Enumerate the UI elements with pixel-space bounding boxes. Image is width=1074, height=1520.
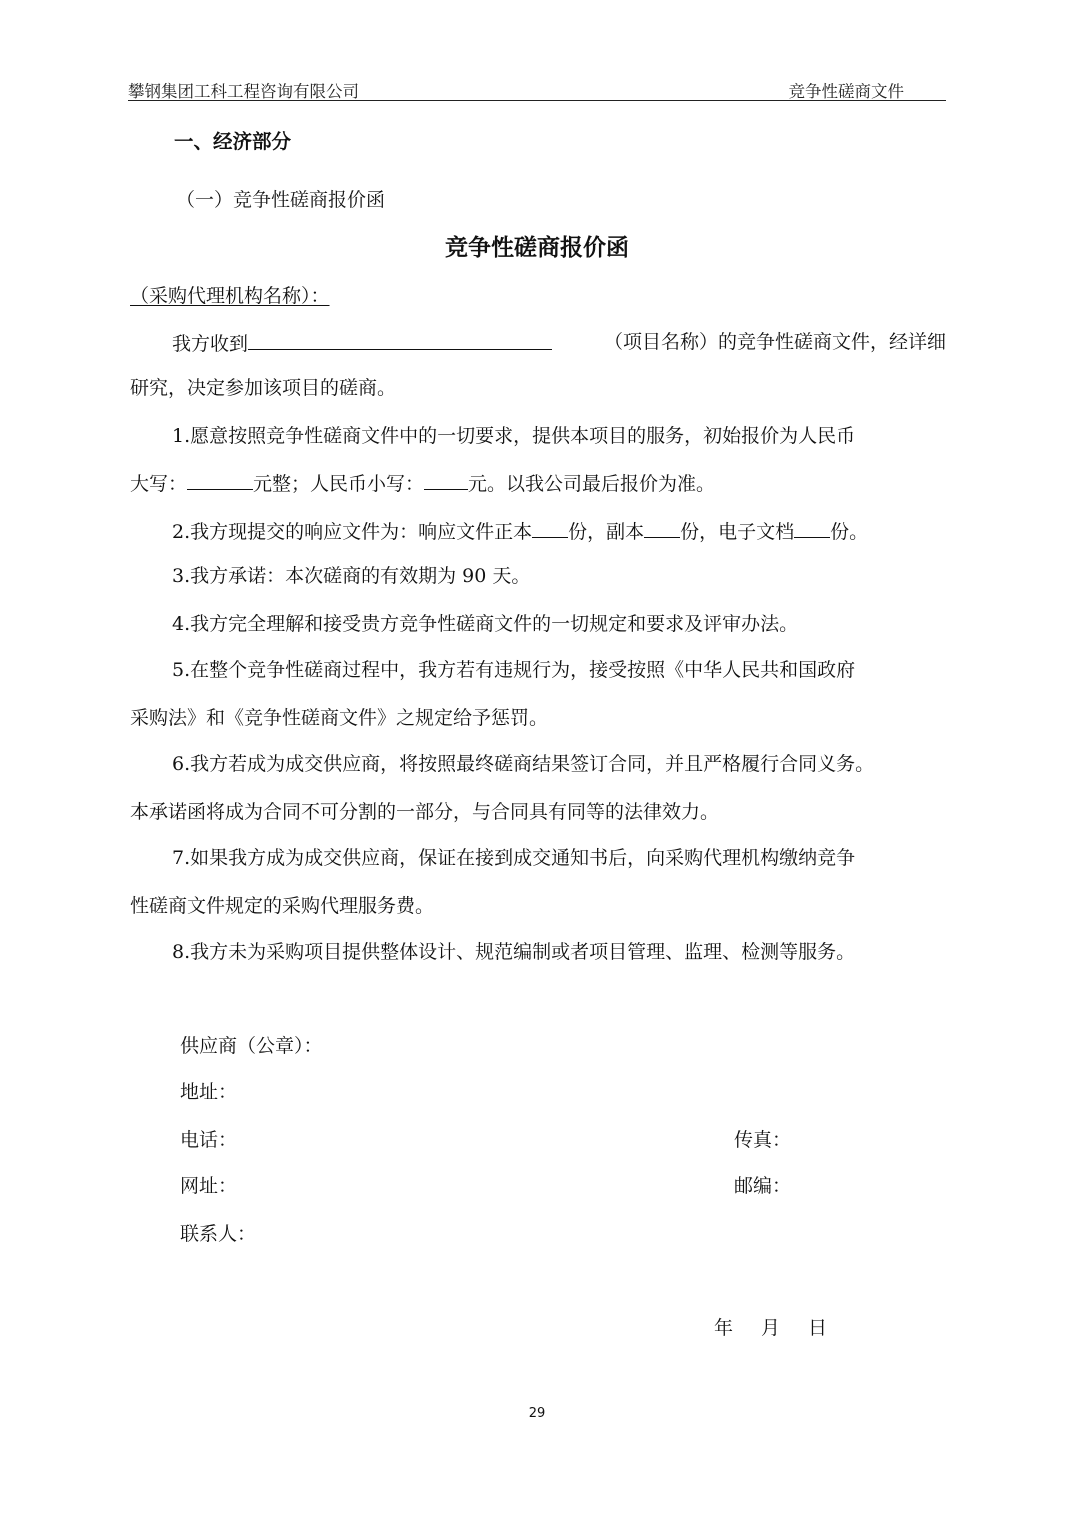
- item-2-text-b: 份，副本: [568, 521, 645, 543]
- item-1-uppercase-label: 大写：: [130, 473, 188, 495]
- intro-line-2: 研究，决定参加该项目的磋商。: [130, 377, 397, 399]
- item-1-line-1: [130, 424, 946, 448]
- page-header: [128, 76, 946, 101]
- header-doc-type: 竞争性磋商文件: [788, 82, 904, 101]
- item-2: [130, 518, 946, 542]
- item-5-line-1: [130, 658, 946, 682]
- intro-line-1: [130, 330, 946, 354]
- item-7-line-2: 性磋商文件规定的采购代理服务费。: [130, 895, 435, 917]
- item-1-lowercase-label: 元整；人民币小写：: [253, 473, 425, 495]
- item-5-line-2: 采购法》和《竞争性磋商文件》之规定给予惩罚。: [130, 707, 549, 729]
- document-title: 竞争性磋商报价函: [445, 235, 629, 261]
- item-7-line-1: [130, 846, 946, 870]
- item-1-line-2: [130, 470, 946, 496]
- project-name-blank: [248, 330, 552, 350]
- item-6-line-2: 本承诺函将成为合同不可分割的一部分，与合同具有同等的法律效力。: [130, 801, 720, 823]
- postcode-label: 邮编：: [734, 1175, 792, 1197]
- date-line: [714, 1316, 827, 1340]
- item-2-text-d: 份。: [830, 521, 869, 543]
- section-title: 一、经济部分: [174, 130, 292, 153]
- item-2-text-a: 2.我方现提交的响应文件为：响应文件正本: [172, 521, 533, 543]
- lowercase-amount-blank: [424, 470, 468, 490]
- item-4-text: 4.我方完全理解和接受贵方竞争性磋商文件的一切规定和要求及评审办法。: [172, 613, 799, 635]
- address-label: 地址：: [180, 1081, 238, 1103]
- intro-paragraph: [130, 330, 946, 354]
- intro-text-1: 我方收到: [172, 333, 249, 355]
- phone-label: 电话：: [180, 1129, 238, 1151]
- date-year: 年: [714, 1317, 734, 1339]
- item-2-text-c: 份，电子文档: [680, 521, 795, 543]
- date-month: 月: [761, 1317, 781, 1339]
- item-6-line-1: [130, 752, 946, 776]
- item-8: [130, 940, 946, 964]
- item-7-text-1: 7.如果我方成为成交供应商，保证在接到成交通知书后，向采购代理机构缴纳竞争: [172, 847, 856, 869]
- intro-text-2: （项目名称）的竞争性磋商文件，经详细: [603, 331, 946, 353]
- fax-label: 传真：: [734, 1129, 792, 1151]
- electronic-count-blank: [794, 518, 830, 538]
- contact-label: 联系人：: [180, 1223, 257, 1245]
- item-5-text-1: 5.在整个竞争性磋商过程中，我方若有违规行为，接受按照《中华人民共和国政府: [172, 659, 856, 681]
- uppercase-amount-blank: [187, 470, 253, 490]
- item-3: [130, 564, 946, 588]
- website-label: 网址：: [180, 1175, 238, 1197]
- item-6-text-1: 6.我方若成为成交供应商，将按照最终磋商结果签订合同，并且严格履行合同义务。: [172, 753, 875, 775]
- copy-count-blank: [644, 518, 680, 538]
- item-8-text: 8.我方未为采购项目提供整体设计、规范编制或者项目管理、监理、检测等服务。: [172, 941, 856, 963]
- supplier-seal-label: 供应商（公章）：: [180, 1035, 323, 1057]
- item-4: [130, 612, 946, 636]
- date-day: 日: [808, 1317, 828, 1339]
- item-1-text: 1.愿意按照竞争性磋商文件中的一切要求，提供本项目的服务，初始报价为人民币: [172, 425, 856, 447]
- subsection-title: （一）竞争性磋商报价函: [176, 189, 386, 211]
- item-1-tail: 元。以我公司最后报价为准。: [468, 473, 716, 495]
- header-company: 攀钢集团工科工程咨询有限公司: [128, 82, 359, 101]
- original-count-blank: [532, 518, 568, 538]
- addressee-line: （采购代理机构名称）：: [130, 285, 330, 307]
- page-number: 29: [528, 1406, 546, 1421]
- item-3-text: 3.我方承诺：本次磋商的有效期为 90 天。: [172, 565, 531, 587]
